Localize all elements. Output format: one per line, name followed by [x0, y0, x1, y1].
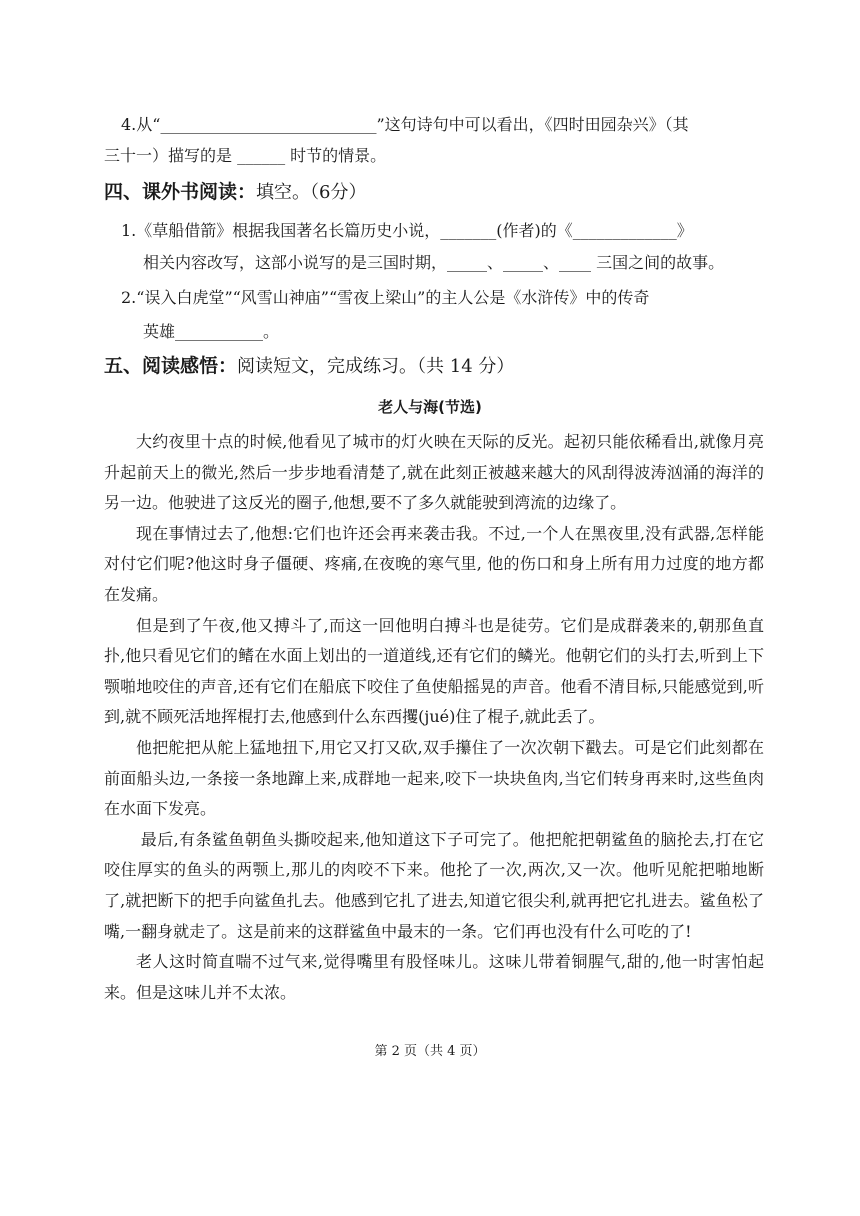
article-paragraph-1: 大约夜里十点的时候,他看见了城市的灯火映在天际的反光。起初只能依稀看出,就像月亮升起前天上的微光,然后一步步地看清楚了,就在此刻正被越来越大的风刮得波涛汹涌的海洋的另一边。他驶进了这反光的圈子,他想,要不了多久就能驶到湾流的边缘了。: [104, 432, 764, 513]
section-4-instruction: 填空。（6分）: [256, 182, 367, 203]
article-paragraph-3: 但是到了午夜,他又搏斗了,而这一回他明白搏斗也是徒劳。它们是成群袭来的,朝那鱼直扑,他只看见它们的鳍在水面上划出的一道道线,还有它们的鳞光。他朝它们的头打去,听到上下颚啪地咬住的声音,还有它们在船底下咬住了鱼使船摇晃的声音。他看不清目标,只能感觉到,听到,就不顾死活地挥棍打去,他感到什么东西攫(jué)住了棍子,就此丢了。: [104, 615, 764, 727]
article-paragraph-6: 老人这时简直喘不过气来,觉得嘴里有股怪味儿。这味儿带着铜腥气,甜的,他一时害怕起来。但是这味儿并不太浓。: [104, 952, 764, 1002]
article-paragraph-2: 现在事情过去了,他想:它们也许还会再来袭击我。不过,一个人在黑夜里,没有武器,怎样能对付它们呢?他这时身子僵硬、疼痛,在夜晚的寒气里, 他的伤口和身上所有用力过度的地方都在发痛。: [104, 523, 764, 604]
s4-q2-line-1: 2.“误入白虎堂”“风雪山神庙”“雪夜上梁山”的主人公是《水浒传》中的传奇: [121, 288, 650, 307]
article-body: [104, 427, 764, 1008]
page-footer: 第 2 页（共 4 页）: [374, 1044, 486, 1059]
s4-q2-line-2: 英雄___________。: [143, 322, 280, 341]
q4-line-2: 三十一）描写的是 ______ 时节的情景。: [104, 146, 387, 165]
article-paragraph-4: 他把舵把从舵上猛地扭下,用它又打又砍,双手攥住了一次次朝下戳去。可是它们此刻都在前面船头边,一条接一条地蹿上来,成群地一起来,咬下一块块鱼肉,当它们转身再来时,这些鱼肉在水面下发亮。: [104, 737, 764, 819]
section-5-title: 五、阅读感悟：: [104, 355, 238, 377]
section-5-instruction: 阅读短文，完成练习。（共 14 分）: [237, 356, 515, 377]
s4-q1-line-1: 1.《草船借箭》根据我国著名长篇历史小说，_______(作者)的《_____________》: [121, 221, 693, 240]
section-5-heading: [104, 354, 514, 379]
section-4-heading: [104, 180, 366, 205]
section-4-title: 四、课外书阅读：: [104, 181, 257, 203]
article-paragraph-5: 最后,有条鲨鱼朝鱼头撕咬起来,他知道这下子可完了。他把舵把朝鲨鱼的脑抡去,打在它咬住厚实的鱼头的两颚上,那儿的肉咬不下来。他抡了一次,两次,又一次。他听见舵把啪地断了,就把断下的把手向鲨鱼扎去。他感到它扎了进去,知道它很尖利,就再把它扎进去。鲨鱼松了嘴,一翻身就走了。这是前来的这群鲨鱼中最末的一条。它们再也没有什么可吃的了!: [104, 829, 764, 941]
s4-q1-line-2: 相关内容改写，这部小说写的是三国时期，_____、_____、____ 三国之间的故事。: [143, 253, 725, 272]
q4-line-1: 4.从“___________________________”这句诗句中可以看出，《四时田园杂兴》（其: [121, 115, 689, 134]
article-title: 老人与海(节选): [378, 398, 482, 416]
